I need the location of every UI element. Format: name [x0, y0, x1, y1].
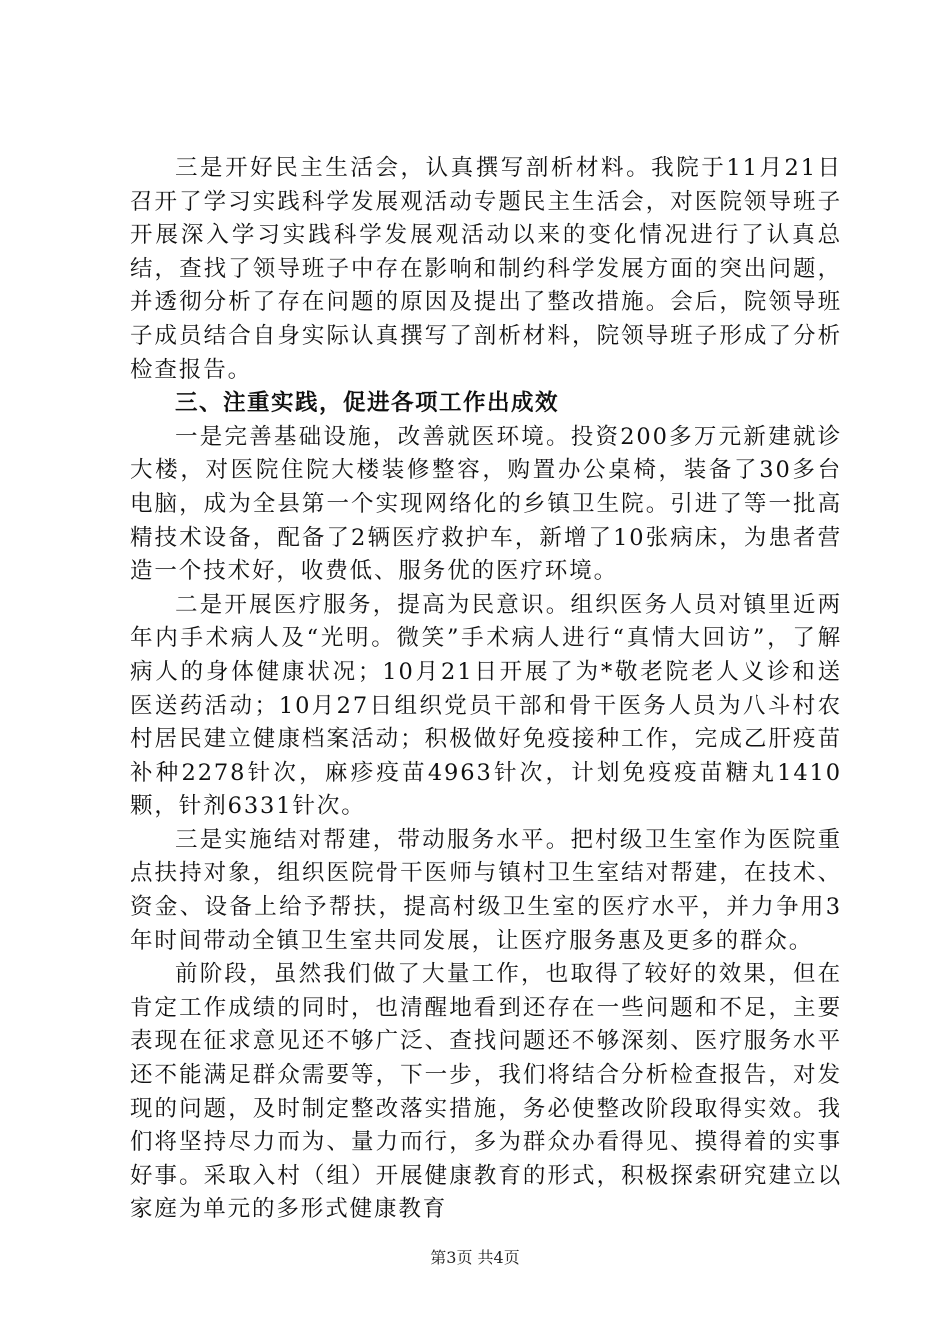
paragraph-democratic-life-meeting: 三是开好民主生活会，认真撰写剖析材料。我院于11月21日召开了学习实践科学发展观活动专题民主生活会，对医院领导班子开展深入学习实践科学发展观活动以来的变化情况进行了认真总结，查找了领导班子中存在影响和制约科学发展方面的突出问题，并透彻分析了存在问题的原因及提出了整改措施。会后，院领导班子成员结合自身实际认真撰写了剖析材料，院领导班子形成了分析检查报告。 — [130, 155, 842, 383]
paragraph-infrastructure: 一是完善基础设施，改善就医环境。投资200多万元新建就诊大楼，对医院住院大楼装修整容，购置办公桌椅，装备了30多台电脑，成为全县第一个实现网络化的乡镇卫生院。引进了等一批高精技术设备，配备了2辆医疗救护车，新增了10张病床，为患者营造一个技术好，收费低、服务优的医疗环境。 — [130, 423, 842, 585]
document-body — [130, 152, 842, 1227]
paragraph-next-steps: 前阶段，虽然我们做了大量工作，也取得了较好的效果，但在肯定工作成绩的同时，也清醒地看到还存在一些问题和不足，主要表现在征求意见还不够广泛、查找问题还不够深刻、医疗服务水平还不能满足群众需要等，下一步，我们将结合分析检查报告，对发现的问题，及时制定整改落实措施，务必使整改阶段取得实效。我们将坚持尽力而为、量力而行，多为群众办看得见、摸得着的实事好事。采取入村（组）开展健康教育的形式，积极探索研究建立以家庭为单元的多形式健康教育 — [130, 961, 842, 1223]
paragraph-medical-service: 二是开展医疗服务，提高为民意识。组织医务人员对镇里近两年内手术病人及“光明。微笑”手术病人进行“真情大回访”，了解病人的身体健康状况；10月21日开展了为*敬老院老人义诊和送医送药活动；10月27日组织党员干部和骨干医务人员为八斗村农村居民建立健康档案活动；积极做好免疫接种工作，完成乙肝疫苗补种2278针次，麻疹疫苗4963针次，计划免疫疫苗糖丸1410颗，针剂6331针次。 — [130, 591, 842, 820]
section-heading: 三、注重实践，促进各项工作出成效 — [175, 390, 560, 417]
page-number-footer: 第3页 共4页 — [430, 1248, 520, 1267]
paragraph-pairing-assistance: 三是实施结对帮建，带动服务水平。把村级卫生室作为医院重点扶持对象，组织医院骨干医师与镇村卫生室结对帮建，在技术、资金、设备上给予帮扶，提高村级卫生室的医疗水平，并力争用3年时间带动全镇卫生室共同发展，让医疗服务惠及更多的群众。 — [130, 826, 842, 954]
